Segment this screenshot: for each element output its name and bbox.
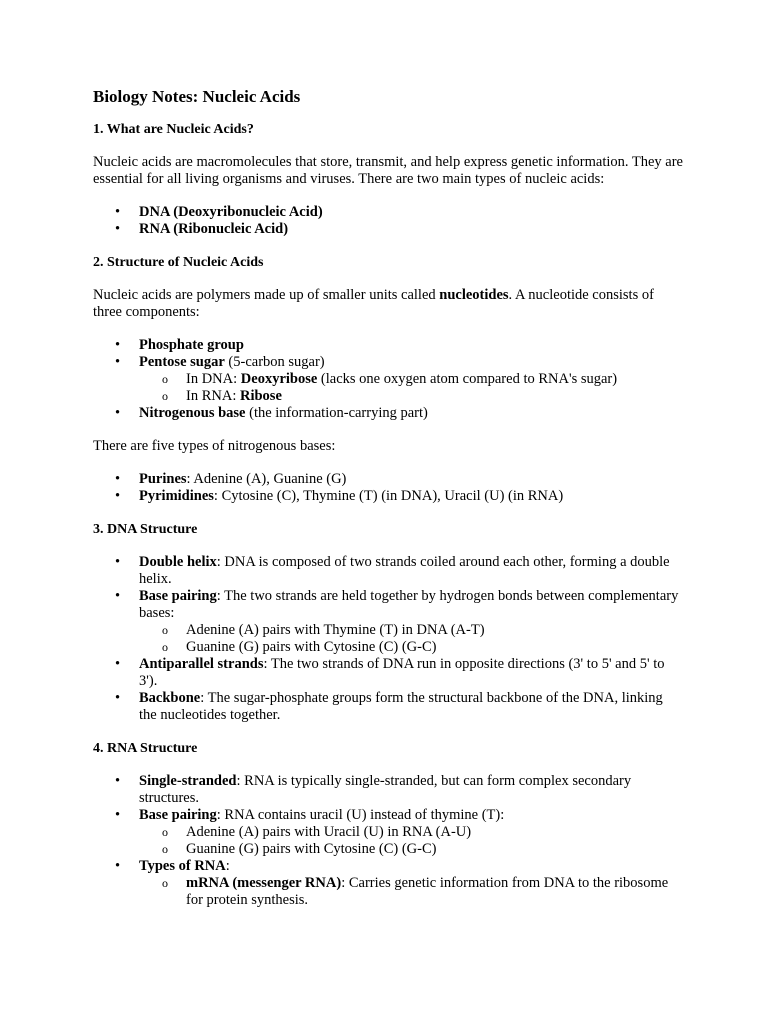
intro-text: . A nucleotide consists of three components:: [93, 287, 654, 320]
sub-list-item: [139, 388, 683, 405]
list-item-text: : RNA is typically single-stranded, but can form complex secondary structures.: [139, 773, 632, 806]
document-title: Biology Notes: Nucleic Acids: [93, 87, 301, 106]
sub-list: [139, 824, 683, 858]
sub-list: [139, 875, 683, 909]
list-item: [93, 337, 683, 354]
bullet-icon: •: [115, 554, 121, 570]
sub-bullet-icon: o: [162, 842, 168, 856]
list-item-text: : The sugar-phosphate groups form the structural backbone of the DNA, linking the nucleotides together.: [139, 690, 663, 723]
sub-bullet-icon: o: [162, 623, 168, 637]
bullet-icon: •: [115, 471, 121, 487]
sub-item-text: Guanine (G) pairs with Cytosine (C) (G-C): [186, 639, 437, 655]
list-item-text: : The two strands of DNA run in opposite directions (3' to 5' and 5' to 3').: [139, 656, 665, 689]
list-item-term: Phosphate group: [139, 337, 244, 353]
bullet-icon: •: [115, 221, 121, 237]
sub-list: [139, 371, 683, 405]
bullet-icon: •: [115, 488, 121, 504]
dna-structure-list: [93, 554, 683, 724]
sub-bullet-icon: o: [162, 825, 168, 839]
section-heading-rna-structure: 4. RNA Structure: [93, 741, 198, 756]
list-item: [93, 656, 683, 690]
bullet-icon: •: [115, 588, 121, 604]
sub-bullet-icon: o: [162, 876, 168, 890]
sub-item-bold: Ribose: [239, 388, 282, 404]
intro-bold: nucleotides: [439, 287, 509, 303]
sub-list-item: [139, 875, 683, 909]
list-item-term: Backbone: [139, 690, 201, 706]
intro-text: Nucleic acids are polymers made up of smaller units called: [93, 287, 440, 303]
list-item-term: Pentose sugar: [139, 354, 225, 370]
list-item-term: Pyrimidines: [139, 488, 214, 504]
sub-item-text: Guanine (G) pairs with Cytosine (C) (G-C): [186, 841, 437, 857]
list-item: [93, 354, 683, 405]
sub-item-text: Adenine (A) pairs with Thymine (T) in DNA (A-T): [186, 622, 485, 638]
list-item: [93, 807, 683, 858]
bullet-icon: •: [115, 773, 121, 789]
list-item-text: : Adenine (A), Guanine (G): [186, 471, 347, 487]
bullet-icon: •: [115, 354, 121, 370]
sub-bullet-icon: o: [162, 389, 168, 403]
bases-intro: There are five types of nitrogenous bases:: [93, 438, 336, 454]
bullet-icon: •: [115, 337, 121, 353]
sub-item-bold: Deoxyribose: [240, 371, 318, 387]
bullet-icon: •: [115, 656, 121, 672]
list-item-term: Purines: [139, 471, 187, 487]
list-item: [93, 554, 683, 588]
rna-structure-list: [93, 773, 683, 909]
section-2-intro: [93, 287, 683, 321]
list-item-term: Base pairing: [139, 807, 217, 823]
list-item-term: Single-stranded: [139, 773, 237, 789]
list-item-text: : DNA is composed of two strands coiled around each other, forming a double helix.: [139, 554, 670, 587]
sub-list-item: [139, 639, 683, 656]
list-item: [93, 773, 683, 807]
list-item-term: Nitrogenous base: [139, 405, 246, 421]
nucleic-acid-types-list: [93, 204, 683, 238]
list-item-term: RNA (Ribonucleic Acid): [139, 221, 289, 237]
list-item-text: : Cytosine (C), Thymine (T) (in DNA), Uracil (U) (in RNA): [213, 488, 564, 504]
nucleotide-components-list: [93, 337, 683, 422]
sub-item-text: In RNA:: [186, 388, 240, 404]
sub-list-item: [139, 841, 683, 858]
sub-item-bold: mRNA (messenger RNA): [186, 875, 342, 891]
sub-item-text: In DNA:: [186, 371, 241, 387]
bullet-icon: •: [115, 204, 121, 220]
section-heading-structure: 2. Structure of Nucleic Acids: [93, 255, 264, 270]
list-item-term: Base pairing: [139, 588, 217, 604]
sub-list: [139, 622, 683, 656]
sub-item-text: Adenine (A) pairs with Uracil (U) in RNA (A-U): [186, 824, 472, 840]
list-item-text: (the information-carrying part): [245, 405, 428, 421]
list-item: [93, 471, 683, 488]
list-item-term: DNA (Deoxyribonucleic Acid): [139, 204, 323, 220]
list-item: [93, 588, 683, 656]
sub-bullet-icon: o: [162, 640, 168, 654]
list-item-text: : The two strands are held together by hydrogen bonds between complementary bases:: [139, 588, 679, 621]
document-page: [93, 86, 683, 925]
sub-list-item: [139, 622, 683, 639]
list-item: [93, 221, 683, 238]
sub-list-item: [139, 824, 683, 841]
list-item-term: Double helix: [139, 554, 217, 570]
section-1-intro: Nucleic acids are macromolecules that store, transmit, and help express genetic information. They are essential for all living organisms and viruses. There are two main types of nucleic acids:: [93, 154, 683, 187]
section-heading-what-are-nucleic-acids: 1. What are Nucleic Acids?: [93, 122, 254, 137]
list-item-term: Types of RNA: [139, 858, 226, 874]
list-item: [93, 488, 683, 505]
list-item-term: Antiparallel strands: [139, 656, 264, 672]
nitrogenous-bases-list: [93, 471, 683, 505]
sub-list-item: [139, 371, 683, 388]
list-item-text: :: [225, 858, 230, 874]
sub-bullet-icon: o: [162, 372, 168, 386]
bullet-icon: •: [115, 405, 121, 421]
bullet-icon: •: [115, 858, 121, 874]
section-heading-dna-structure: 3. DNA Structure: [93, 522, 198, 537]
bullet-icon: •: [115, 807, 121, 823]
list-item-text: : RNA contains uracil (U) instead of thymine (T):: [216, 807, 505, 823]
list-item: [93, 690, 683, 724]
sub-item-text: : Carries genetic information from DNA to the ribosome for protein synthesis.: [186, 875, 669, 908]
list-item: [93, 405, 683, 422]
list-item-text: (5-carbon sugar): [224, 354, 325, 370]
sub-item-text: (lacks one oxygen atom compared to RNA's sugar): [317, 371, 618, 387]
list-item: [93, 858, 683, 909]
list-item: [93, 204, 683, 221]
bullet-icon: •: [115, 690, 121, 706]
